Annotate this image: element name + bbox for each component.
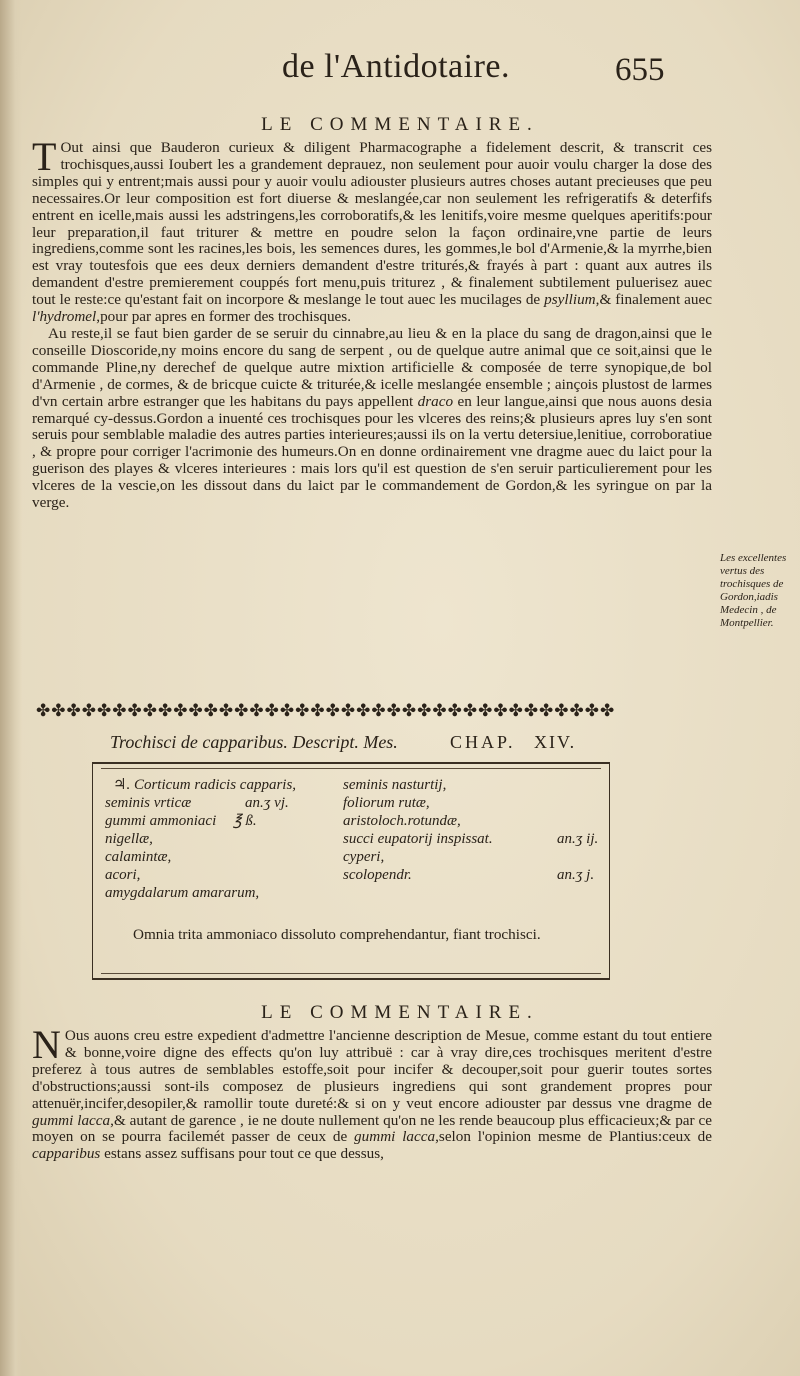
- paragraph-2: Au reste,il se faut bien garder de se seruir du cinnabre,au lieu & en la place du sang de dragon,ainsi que le conseille Dioscoride,ny moins encore du sang de serpent , ou de quelque autre animal que ce soit,ainsi que le commande Pline,ny derechef de quelque autre mixtion artificielle & composée de terre synopique,de bol d'Armenie , de cormes, & de bricque cuicte & triturée,& icelle meslangée ensemble ; ainçois plustost de larmes d'vn certain arbre estranger que les habitans du pays appellent draco en leur langue,ainsi que nous auons desia remarqué cy-dessus.Gordon a inuenté ces trochisques pour les vlceres des reins;& plusieurs apres luy s'en sont seruis pour semblable maladie des autres parties interieures;aussi ils on la vertu detersiue,lenitiue, corroboratiue , & propre pour corriger l'acrimonie des humeurs.On en donne ordinairement vne dragme auec du laict pour la guerison des playes & vlceres interieures : mais lors qu'il est question de s'en seruir particulierement pour les vlceres de la vescie,on les dissout dans du laict par le commandement de Gordon,& les syringue on par la verge.: [32, 324, 713, 512]
- page-number: 655: [615, 52, 665, 88]
- ingredient-right-4: succi eupatorij inspissat. an.ʒ ij.: [343, 831, 599, 847]
- page-gutter-shadow: [0, 0, 22, 1376]
- ingredient-right-5: cyperi,: [343, 849, 385, 865]
- ingredient-left-6: acori,: [105, 867, 141, 883]
- recipe-title-text: Trochisci de capparibus. Descript. Mes.: [110, 732, 398, 752]
- ingredient-right-1: seminis nasturtij,: [343, 777, 447, 793]
- recipe-title: [110, 732, 710, 758]
- recipe-box-rule-top: [101, 768, 601, 769]
- margin-note: Les excellentes vertus des trochisques de Gordon,iadis Medecin , de Montpellier.: [720, 552, 787, 629]
- ingredient-right-6: scolopendr. an.ʒ j.: [343, 867, 595, 883]
- recipe-box-rule-bottom: [101, 973, 601, 974]
- commentary-text-1: [32, 134, 713, 512]
- commentary-heading-2: LE COMMENTAIRE.: [261, 1002, 539, 1023]
- ingredient-left-5: calamintæ,: [105, 849, 172, 865]
- ornamental-divider: ✤✤✤✤✤✤✤✤✤✤✤✤✤✤✤✤✤✤✤✤✤✤✤✤✤✤✤✤✤✤✤✤✤✤✤✤✤✤: [36, 701, 616, 721]
- chapter-label: CHAP.: [450, 732, 516, 752]
- running-title: de l'Antidotaire.: [282, 48, 511, 85]
- running-head: [0, 48, 800, 98]
- ingredient-left-1: ♃. Corticum radicis capparis,: [113, 777, 297, 793]
- drop-cap-n: N: [32, 1022, 61, 1067]
- recipe-instructions: Omnia trita ammoniaco dissoluto comprehendantur, fiant trochisci.: [133, 926, 541, 943]
- ingredient-left-7: amygdalarum amararum,: [105, 885, 260, 901]
- ingredient-left-3: gummi ammoniaci ℥ ß.: [105, 813, 257, 829]
- commentary-text-2: [32, 1022, 712, 1163]
- ingredient-right-2: foliorum rutæ,: [343, 795, 430, 811]
- paragraph-1: T Out ainsi que Bauderon curieux & diligent Pharmacographe a fidelement descrit, & transcrit ces trochisques,aussi Ioubert les a grandement deprauez, non seulement pour auoir voulu charger la dose des simples qui y entrent;mais aussi pour y auoir voulu adiouster plusieurs autres choses autant precieuses que peu necessaires.Or leur composition est fort diuerse & meslangée,car non seulement les refrigeratifs & deterfifs entrent en icelle,mais aussi les adstringens,les corroboratifs,& les lenitifs,voire mesme quelques aperitifs:pour leur preparation,il faut triturer & mettre en poudre selon la façon ordinaire,vne partie de leurs ingrediens,comme sont les racines,les bois, les semences dures, les gommes,le bol d'Armenie,& la myrrhe,bien est vray toutesfois que ees deux derniers demandent d'estre triturés,& frayés à part : quant aux autres ils demandent d'estre premierement couppés fort menu,puis triturez , & finalement subtilement puluerisez auec tout le reste:ce qu'estant fait on incorpore & meslange le tout auec les mucilages de psyllium,& finalement auec l'hydromel,pour par apres en former des trochisques.: [32, 134, 712, 326]
- paragraph-3: N Ous auons creu estre expedient d'admettre l'ancienne description de Mesue, comme estant du tout entiere & bonne,voire digne des effects qu'on luy attribuë : car à vray dire,ces trochisques meritent d'estre preferez à tous autres de semblables estoffe,soit pour incifer & decouper,soit pour guerir toutes sortes d'obstructions;aussi sont-ils composez de plusieurs ingrediens qui sont grandement propres pour attenuër,incifer,desopiler,& ramollir toute dureté:& si on y veut encore adiouster par dessus vne dragme de gummi lacca,& autant de garence , ie ne doute nullement qu'on ne les rende beaucoup plus efficacieux;& par ce moyen on se pourra facilemét passer de ceux de gummi lacca,selon l'opinion mesme de Plantius:ceux de capparibus estans assez suffisans pour tout ce que dessus,: [32, 1022, 712, 1163]
- ingredient-left-4: nigellæ,: [105, 831, 153, 847]
- chapter-number: XIV.: [534, 732, 577, 752]
- recipe-box: [92, 762, 610, 980]
- ingredient-right-3: aristoloch.rotundæ,: [343, 813, 461, 829]
- ingredient-left-2: seminis vrticæ an.ʒ vj.: [105, 795, 289, 811]
- commentary-heading-1: LE COMMENTAIRE.: [261, 114, 539, 135]
- drop-cap-t: T: [32, 134, 57, 179]
